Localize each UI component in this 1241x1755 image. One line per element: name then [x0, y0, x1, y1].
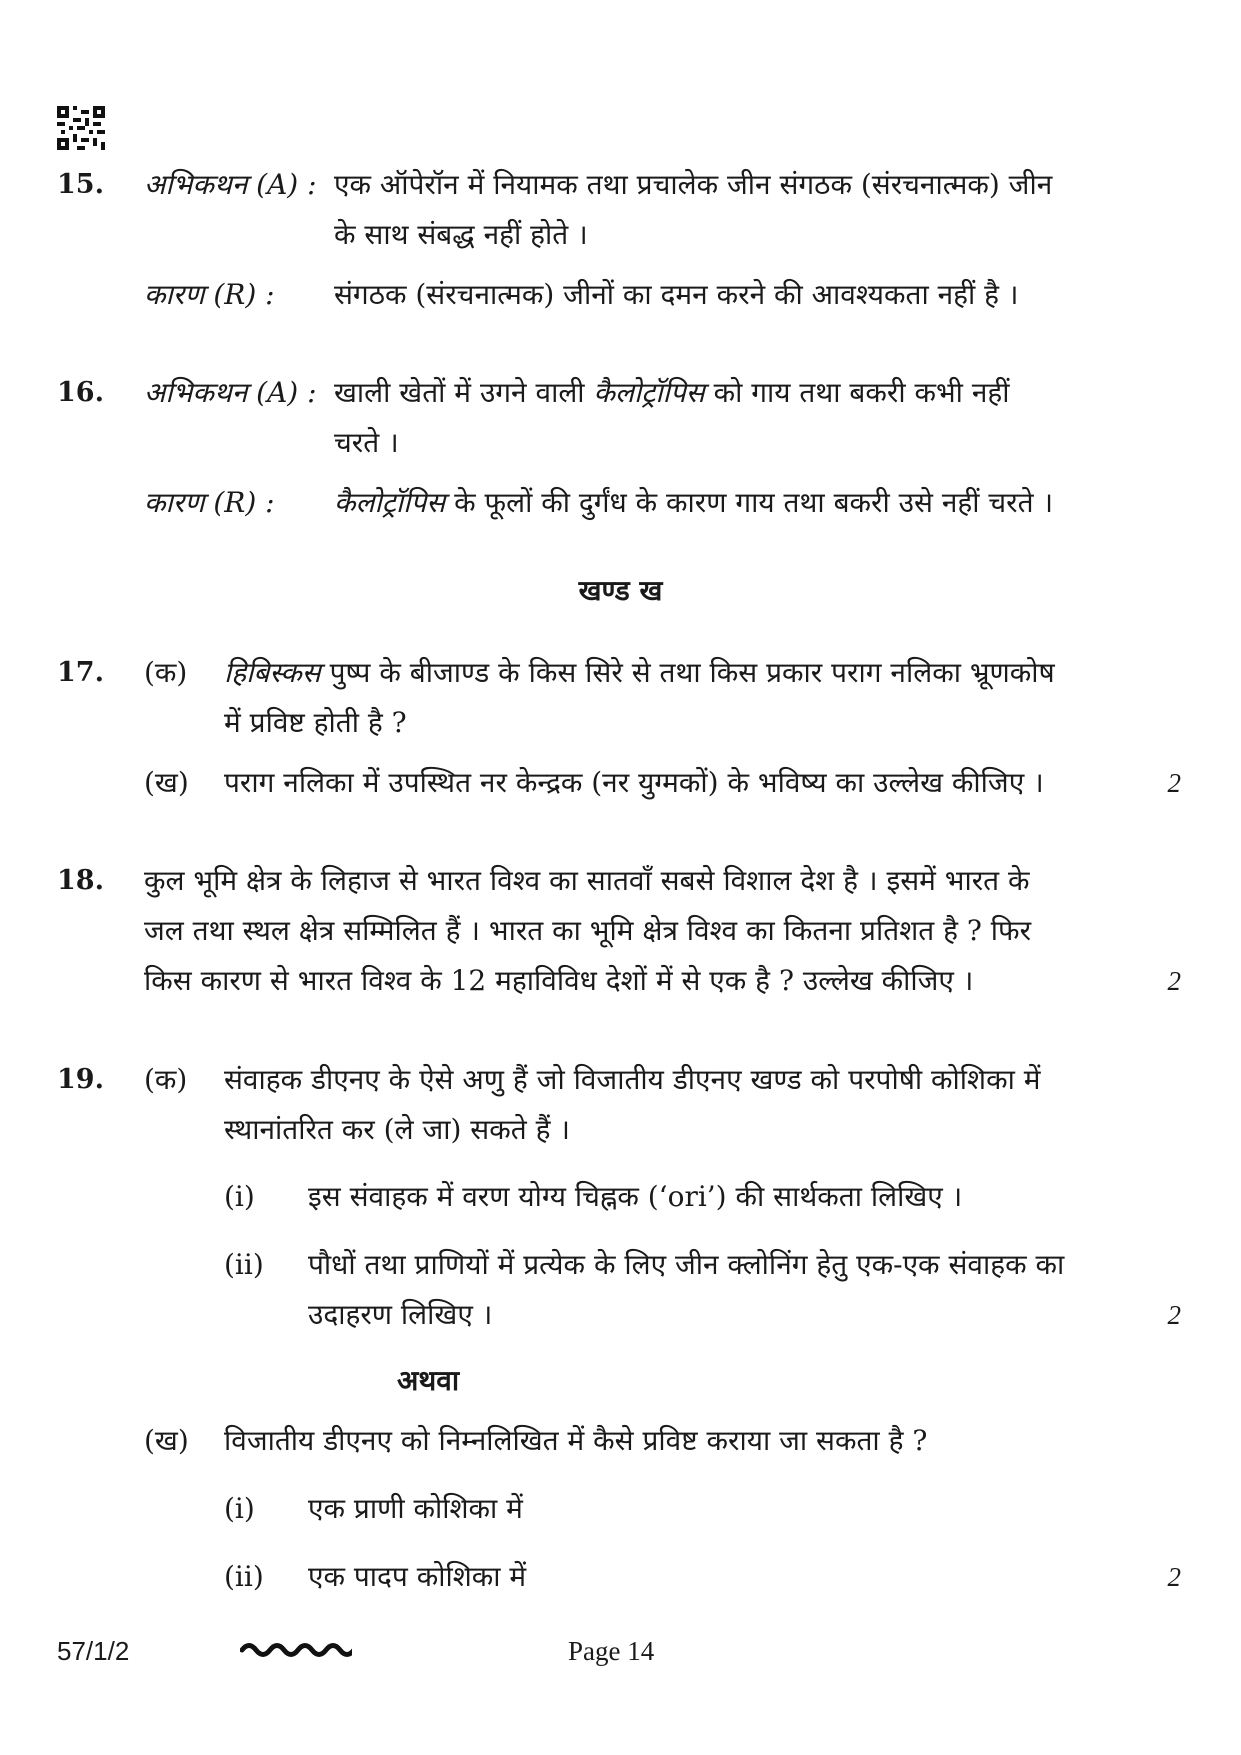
paper-code: 57/1/2: [57, 1636, 130, 1666]
assertion-label: अभिकथन (A) :: [144, 168, 317, 201]
marks: 2: [1167, 1300, 1181, 1330]
assertion-text: [334, 368, 1010, 418]
question-text: पौधों तथा प्राणियों में प्रत्येक के लिए जीन क्लोनिंग हेतु एक-एक संवाहक का: [308, 1248, 1065, 1281]
part-label: (क): [144, 656, 188, 689]
question-number: 18.: [57, 865, 104, 896]
species-name: कैलोट्रॉपिस: [593, 376, 705, 409]
assertion-text-part: को गाय तथा बकरी कभी नहीं: [713, 376, 1010, 409]
question-text: कुल भूमि क्षेत्र के लिहाज से भारत विश्व का सातवाँ सबसे विशाल देश है । इसमें भारत के: [144, 864, 1030, 897]
question-text: इस संवाहक में वरण योग्य चिह्नक (‘ori’) की सार्थकता लिखिए ।: [308, 1180, 963, 1213]
question-text: उदाहरण लिखिए ।: [308, 1298, 493, 1331]
question-number: 16.: [57, 377, 104, 408]
section-heading: खण्ड ख: [578, 574, 663, 607]
species-name: कैलोट्रॉपिस: [334, 486, 446, 519]
reason-text: [334, 478, 1053, 528]
question-number: 17.: [57, 657, 104, 688]
subpart-label: (i): [224, 1492, 255, 1525]
subpart-label: (i): [224, 1180, 255, 1213]
reason-text-part: के फूलों की दुर्गंध के कारण गाय तथा बकरी उसे नहीं चरते ।: [454, 486, 1054, 519]
question-text: किस कारण से भारत विश्व के 12 महाविविध देशों में से एक है ? उल्लेख कीजिए ।: [144, 964, 974, 997]
assertion-text: चरते ।: [334, 426, 399, 459]
assertion-text-part: खाली खेतों में उगने वाली: [334, 376, 585, 409]
question-text: [224, 648, 1055, 698]
question-text: पराग नलिका में उपस्थित नर केन्द्रक (नर युग्मकों) के भविष्य का उल्लेख कीजिए ।: [224, 766, 1044, 799]
species-name: हिबिस्कस: [224, 656, 321, 689]
subpart-label: (ii): [224, 1560, 264, 1593]
part-label: (क): [144, 1063, 188, 1096]
or-separator: अथवा: [397, 1364, 460, 1397]
marks: 2: [1167, 966, 1181, 996]
question-text: एक पादप कोशिका में: [308, 1560, 527, 1593]
reason-label: कारण (R) :: [144, 486, 275, 519]
marks: 2: [1167, 768, 1181, 798]
question-number: 15.: [57, 169, 104, 200]
question-text: विजातीय डीएनए को निम्नलिखित में कैसे प्रविष्ट कराया जा सकता है ?: [224, 1424, 928, 1457]
page-number: Page 14: [568, 1636, 655, 1666]
subpart-label: (ii): [224, 1248, 264, 1281]
question-text: जल तथा स्थल क्षेत्र सम्मिलित हैं । भारत का भूमि क्षेत्र विश्व का कितना प्रतिशत है ? फिर: [144, 914, 1032, 947]
part-label: (ख): [144, 1424, 189, 1457]
question-text: एक प्राणी कोशिका में: [308, 1492, 523, 1525]
marks: 2: [1167, 1562, 1181, 1592]
question-text: स्थानांतरित कर (ले जा) सकते हैं ।: [224, 1113, 570, 1146]
question-text-part: पुष्प के बीजाण्ड के किस सिरे से तथा किस प्रकार पराग नलिका भ्रूणकोष: [329, 656, 1055, 689]
part-label: (ख): [144, 766, 189, 799]
qr-code-icon: [57, 106, 105, 150]
assertion-label: अभिकथन (A) :: [144, 376, 317, 409]
question-number: 19.: [57, 1064, 104, 1095]
assertion-text: एक ऑपेरॉन में नियामक तथा प्रचालेक जीन संगठक (संरचनात्मक) जीन: [334, 168, 1053, 201]
assertion-text: के साथ संबद्ध नहीं होते ।: [334, 218, 588, 251]
question-text: संवाहक डीएनए के ऐसे अणु हैं जो विजातीय डीएनए खण्ड को परपोषी कोशिका में: [224, 1063, 1041, 1096]
reason-label: कारण (R) :: [144, 278, 275, 311]
wave-ornament-icon: [240, 1639, 352, 1661]
reason-text: संगठक (संरचनात्मक) जीनों का दमन करने की आवश्यकता नहीं है ।: [334, 278, 1019, 311]
question-text: में प्रविष्ट होती है ?: [224, 706, 407, 739]
